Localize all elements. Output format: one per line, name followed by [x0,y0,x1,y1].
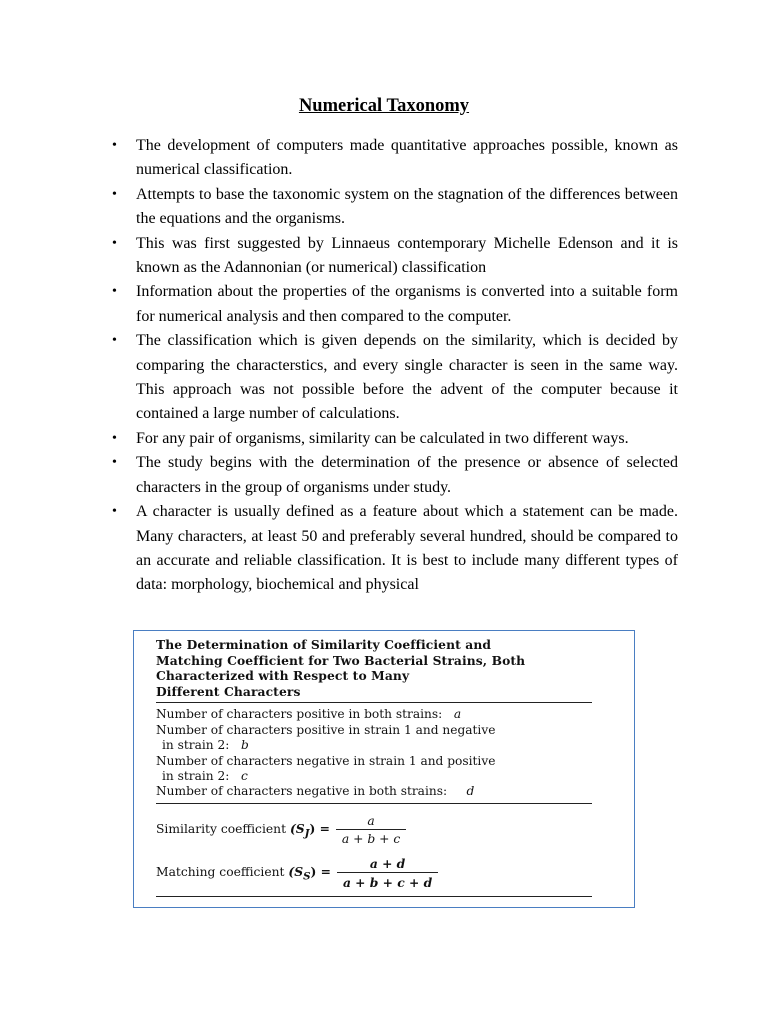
row-variable: d [466,784,475,799]
list-item-text: The study begins with the determination of the presence or absence of selected characters in the group of organisms under study. [136,454,678,496]
symbol-main: (S [288,863,304,879]
row-variable: b [240,738,249,753]
figure-content [156,637,592,901]
row-text: Number of characters negative in strain 1 and positive [156,753,496,768]
list-item-text: The development of computers made quantitative approaches possible, known as numerical classification. [136,137,678,179]
bullet-icon: • [112,430,117,446]
divider [156,896,592,897]
list-item-text: Attempts to base the taxonomic system on the stagnation of the differences between the equations and the organisms. [136,185,678,228]
fraction-denominator: a + b + c + d [337,872,438,890]
figure-heading-line: Matching Coefficient for Two Bacterial Strains, Both [156,652,526,668]
list-item [110,427,678,451]
formula-label [156,821,330,839]
symbol-close: ) = [309,820,330,836]
row-variable: c [240,769,248,783]
figure-row [156,784,592,799]
fraction [337,856,438,890]
list-item [110,232,678,281]
fraction-numerator: a + d [369,855,406,871]
similarity-formula [156,814,592,846]
list-item-text: The classification which is given depends on the similarity, which is decided by comparing the characterstics, and every single character is seen in the same way. This approach was not possible before the advent of the computer because it contained a large number of calculations. [136,332,678,423]
formula-label-text: Similarity coefficient [156,821,287,836]
symbol-main: (S [289,820,305,836]
figure-heading-line: The Determination of Similarity Coefficient and [156,637,492,652]
formula-label [156,864,331,882]
row-text: Number of characters negative in both strains: [156,784,448,799]
bullet-icon: • [112,284,117,300]
fraction-numerator: a [367,813,375,828]
list-item [110,451,678,500]
list-item [110,280,678,329]
page-title: Numerical Taxonomy [298,96,470,116]
figure-row-continuation [156,738,592,753]
figure-box [133,630,635,908]
list-item [110,134,678,183]
figure-heading-line: Different Characters [156,683,301,699]
figure-row [156,707,592,722]
list-item-text: For any pair of organisms, similarity can be calculated in two different ways. [136,429,629,447]
bullet-icon: • [112,455,117,471]
symbol-close: ) = [310,863,331,879]
bullet-icon: • [112,186,117,202]
list-item-text: Information about the properties of the organisms is converted into a suitable form for numerical analysis and then compared to the computer. [136,283,678,325]
fraction-denominator: a + b + c [336,829,406,846]
row-text: Number of characters positive in both strains: [156,707,443,722]
row-variable: a [453,707,462,722]
bullet-icon: • [112,333,117,349]
bullet-icon: • [112,504,117,520]
bullet-icon: • [112,235,117,251]
formula-label-text: Matching coefficient [156,864,285,879]
figure-rows [156,707,592,799]
figure-row [156,754,592,769]
symbol-subscript: J [304,827,310,840]
figure-heading [156,637,592,699]
list-item [110,500,678,598]
list-item-text: This was first suggested by Linnaeus contemporary Michelle Edenson and it is known as the Adannonian (or numerical) classification [136,234,678,277]
bullet-icon: • [112,138,117,153]
formula-symbol [288,863,331,883]
figure-heading-line: Characterized with Respect to Many [156,668,410,684]
fraction [336,814,406,846]
list-item [110,329,678,427]
bullet-list [110,134,678,598]
divider [156,702,592,703]
list-item-text: A character is usually defined as a feature about which a statement can be made. Many characters, at least 50 and preferably several hundred, should be compared to an accurate and reliable classification. It is best to include many different types of data: morphology, biochemical and physical [136,503,678,594]
row-text: in strain 2: [162,769,230,783]
matching-formula [156,856,592,890]
figure-row [156,723,592,738]
row-text: Number of characters positive in strain 1 and negative [156,722,496,737]
figure-row-continuation [156,769,592,784]
formula-symbol [289,820,330,840]
symbol-subscript: S [303,870,311,883]
divider [156,803,592,804]
list-item [110,183,678,232]
row-text: in strain 2: [162,738,230,753]
